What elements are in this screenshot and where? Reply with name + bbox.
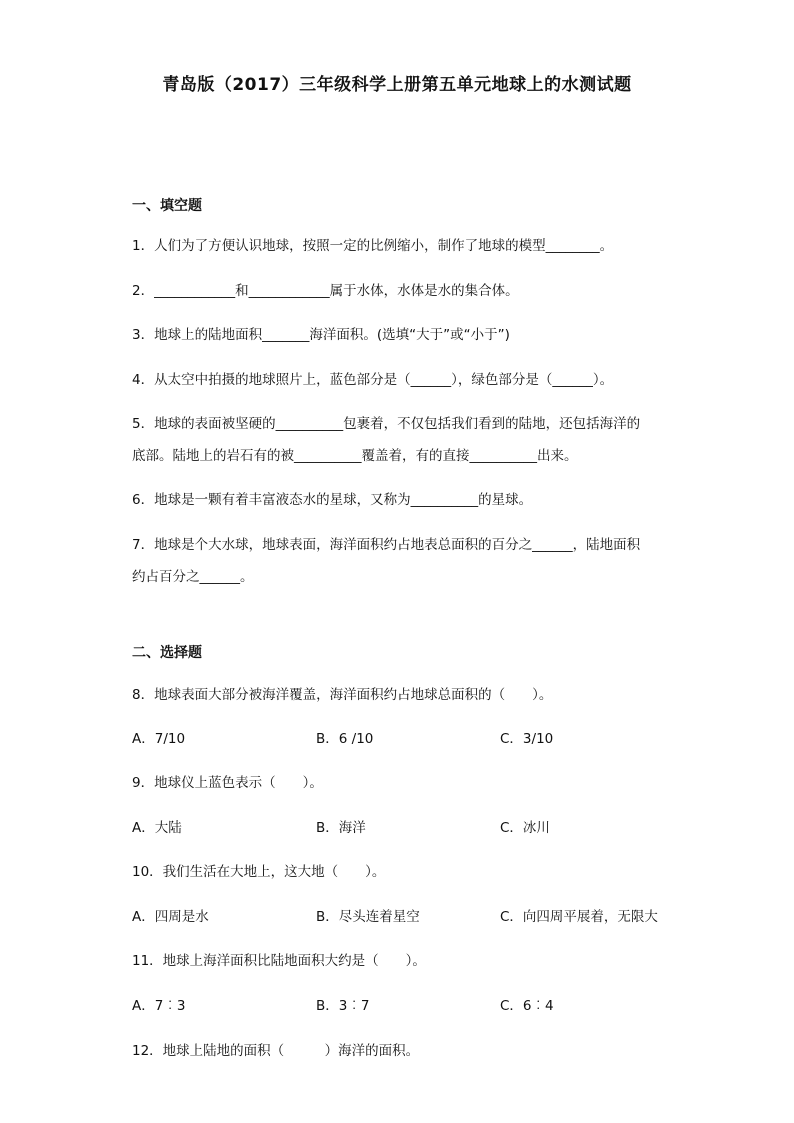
choice-9-option-a: A．大陆 — [132, 820, 182, 836]
choice-11-option-b: B．3︰7 — [316, 998, 370, 1014]
choice-question-10: 10．我们生活在大地上，这大地（ ）。 — [132, 864, 386, 880]
choice-10-option-b: B．尽头连着星空 — [316, 909, 420, 925]
choice-question-12: 12．地球上陆地的面积（ ）海洋的面积。 — [132, 1043, 420, 1059]
choice-10-option-c: C．向四周平展着，无限大 — [500, 909, 658, 925]
choice-8-option-c: C．3/10 — [500, 731, 554, 747]
fill-question-7-line-2: 约占百分之______。 — [132, 569, 254, 585]
choice-8-option-a: A．7/10 — [132, 731, 186, 747]
choice-question-9: 9．地球仪上蓝色表示（ ）。 — [132, 775, 323, 791]
section-heading-choice: 二、选择题 — [132, 645, 202, 661]
fill-question-1: 1．人们为了方便认识地球，按照一定的比例缩小，制作了地球的模型________。 — [132, 238, 614, 254]
fill-question-5-line-2: 底部。陆地上的岩石有的被__________覆盖着，有的直接__________出来。 — [132, 448, 578, 464]
choice-9-option-b: B．海洋 — [316, 820, 366, 836]
choice-question-11: 11．地球上海洋面积比陆地面积大约是（ ）。 — [132, 953, 426, 969]
choice-11-option-a: A．7︰3 — [132, 998, 186, 1014]
fill-question-6: 6．地球是一颗有着丰富液态水的星球，又称为__________的星球。 — [132, 492, 533, 508]
section-heading-fill: 一、填空题 — [132, 198, 202, 214]
fill-question-2: 2．____________和____________属于水体，水体是水的集合体。 — [132, 283, 519, 299]
choice-10-option-a: A．四周是水 — [132, 909, 209, 925]
fill-question-5-line-1: 5．地球的表面被坚硬的__________包裹着，不仅包括我们看到的陆地，还包括海洋的 — [132, 416, 641, 432]
fill-question-7-line-1: 7．地球是个大水球，地球表面，海洋面积约占地表总面积的百分之______，陆地面积 — [132, 537, 641, 553]
choice-11-option-c: C．6︰4 — [500, 998, 554, 1014]
choice-question-8: 8．地球表面大部分被海洋覆盖，海洋面积约占地球总面积的（ ）。 — [132, 687, 553, 703]
page-title: 青岛版（2017）三年级科学上册第五单元地球上的水测试题 — [162, 75, 632, 95]
fill-question-4: 4．从太空中拍摄的地球照片上，蓝色部分是（______），绿色部分是（______）。 — [132, 372, 614, 388]
choice-9-option-c: C．冰川 — [500, 820, 550, 836]
choice-8-option-b: B．6 /10 — [316, 731, 374, 747]
fill-question-3: 3．地球上的陆地面积_______海洋面积。(选填“大于”或“小于”) — [132, 327, 510, 343]
